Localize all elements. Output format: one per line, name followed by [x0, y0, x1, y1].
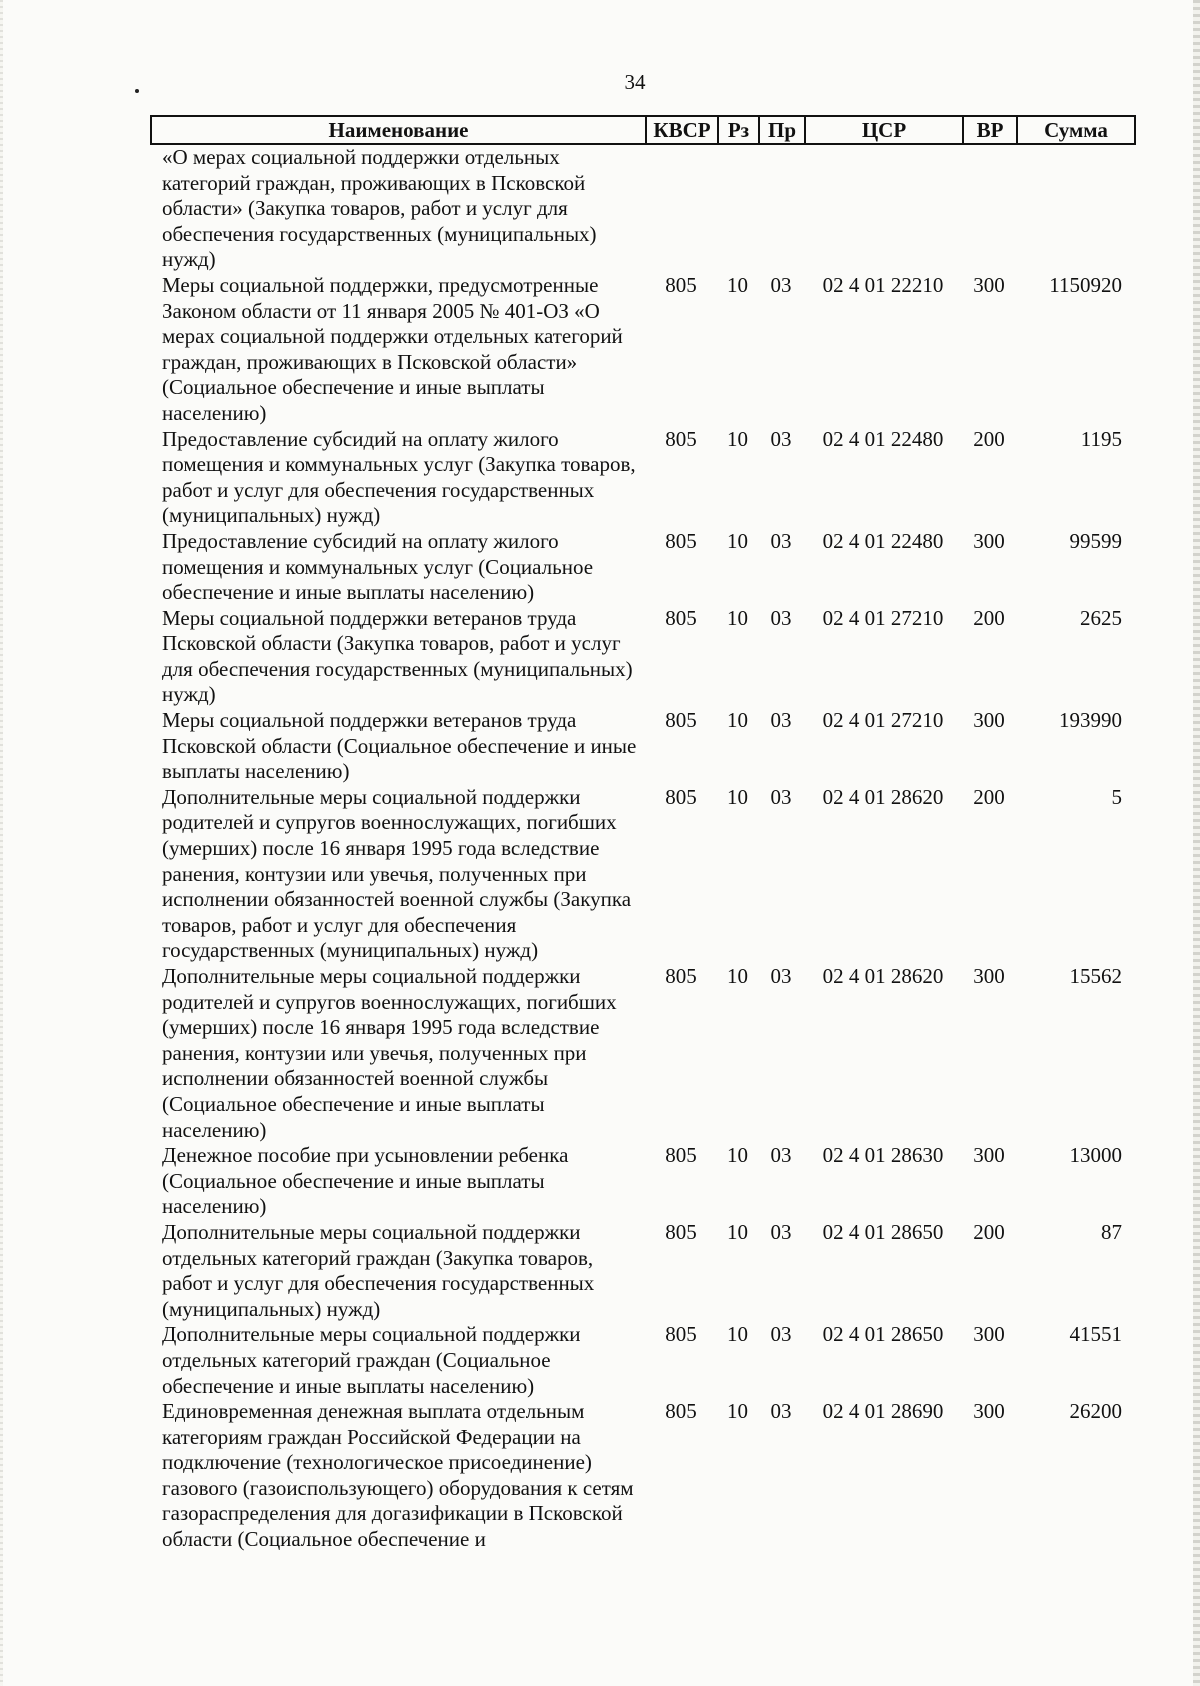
cell-csr: 02 4 01 28620	[822, 784, 944, 809]
table-row	[150, 273, 1134, 427]
cell-sum: 1195	[1080, 426, 1122, 451]
cell-sum: 87	[1101, 1219, 1122, 1244]
cell-pr: 03	[770, 528, 792, 553]
cell-sum: 5	[1111, 784, 1122, 809]
cell-name: Меры социальной поддержки ветеранов труда Псковской области (Социальное обеспечение и иные выплаты населению)	[162, 708, 637, 784]
cell-kvsr: 805	[665, 605, 697, 630]
cell-sum: 13000	[1069, 1143, 1122, 1168]
cell-name: Дополнительные меры социальной поддержки родителей и супругов военнослужащих, погибших (умерших) после 16 января 1995 года вследствие ранения, контузии или увечья, полученных при исполнении обязанностей военной службы (Закупка товаров, работ и услуг для обеспечения государственных (муниципальных) нужд)	[162, 784, 632, 963]
cell-csr: 02 4 01 22210	[822, 272, 944, 297]
cell-pr: 03	[770, 1322, 792, 1347]
cell-vr: 300	[973, 964, 1005, 988]
cell-kvsr: 805	[665, 1399, 697, 1424]
cell-csr: 02 4 01 22480	[822, 426, 944, 451]
cell-sum	[1016, 145, 1134, 273]
table-header	[150, 115, 1136, 145]
cell-rz: 10	[727, 708, 748, 733]
cell-sum: 193990	[1059, 708, 1122, 733]
cell-pr: 03	[770, 964, 792, 988]
cell-csr: 02 4 01 28690	[822, 1399, 944, 1424]
header-csr: ЦСР	[805, 116, 963, 144]
cell-rz: 10	[727, 528, 748, 553]
cell-sum: 2625	[1080, 605, 1122, 630]
cell-name: «О мерах социальной поддержки отдельных категорий граждан, проживающих в Псковской области» (Закупка товаров, работ и услуг для обеспечения государственных (муниципальных) нужд)	[162, 145, 597, 272]
cell-pr	[758, 145, 804, 273]
cell-kvsr: 805	[665, 426, 697, 451]
header-rz: Рз	[718, 116, 759, 144]
cell-rz	[717, 145, 758, 273]
cell-pr: 03	[770, 605, 792, 630]
header-name: Наименование	[151, 116, 646, 144]
cell-rz: 10	[727, 1399, 748, 1424]
cell-name: Денежное пособие при усыновлении ребенка (Социальное обеспечение и иные выплаты населению)	[162, 1143, 569, 1219]
cell-sum: 1150920	[1049, 272, 1122, 297]
cell-csr: 02 4 01 28650	[822, 1219, 944, 1244]
table-row	[150, 1322, 1134, 1399]
cell-rz: 10	[727, 1322, 748, 1347]
scan-edge-right	[1193, 0, 1200, 1686]
cell-pr: 03	[770, 272, 792, 297]
cell-pr: 03	[770, 784, 792, 809]
cell-kvsr: 805	[665, 1322, 697, 1347]
cell-vr	[962, 145, 1016, 273]
cell-kvsr: 805	[665, 528, 697, 553]
cell-csr: 02 4 01 28620	[822, 964, 944, 988]
cell-kvsr: 805	[665, 784, 697, 809]
table-row	[150, 785, 1134, 964]
cell-vr: 300	[973, 708, 1005, 733]
table-row	[150, 708, 1134, 785]
cell-name: Дополнительные меры социальной поддержки отдельных категорий граждан (Закупка товаров, работ и услуг для обеспечения государственных (муниципальных) нужд)	[162, 1219, 595, 1321]
cell-pr: 03	[770, 1143, 792, 1168]
cell-rz: 10	[727, 964, 748, 988]
cell-kvsr: 805	[665, 964, 697, 988]
table-row	[150, 145, 1134, 273]
table-row	[150, 427, 1134, 529]
cell-pr: 03	[770, 426, 792, 451]
cell-pr: 03	[770, 1399, 792, 1424]
cell-pr: 03	[770, 708, 792, 733]
cell-name: Предоставление субсидий на оплату жилого помещения и коммунальных услуг (Закупка товаров, работ и услуг для обеспечения государственных (муниципальных) нужд)	[162, 426, 636, 528]
cell-name: Единовременная денежная выплата отдельным категориям граждан Российской Федерации на подключение (технологическое присоединение) газового (газоиспользующего) оборудования к сетям газораспределения для догазификации в Псковской области (Социальное обеспечение и	[162, 1399, 634, 1552]
cell-sum: 99599	[1069, 528, 1122, 553]
cell-csr: 02 4 01 27210	[822, 605, 944, 630]
cell-rz: 10	[727, 272, 748, 297]
cell-csr: 02 4 01 22480	[822, 528, 944, 553]
cell-vr: 300	[973, 272, 1005, 297]
cell-kvsr: 805	[665, 272, 697, 297]
cell-kvsr	[645, 145, 717, 273]
table-row	[150, 529, 1134, 606]
cell-sum: 15562	[1069, 964, 1122, 988]
cell-kvsr: 805	[665, 1143, 697, 1168]
cell-csr: 02 4 01 27210	[822, 708, 944, 733]
cell-csr: 02 4 01 28630	[822, 1143, 944, 1168]
table-row	[150, 606, 1134, 708]
cell-vr: 200	[973, 426, 1005, 451]
cell-csr	[804, 145, 962, 273]
cell-vr: 300	[973, 1143, 1005, 1168]
scan-edge-left	[0, 0, 3, 1686]
cell-vr: 200	[973, 605, 1005, 630]
cell-name: Меры социальной поддержки ветеранов труда Псковской области (Закупка товаров, работ и услуг для обеспечения государственных (муниципальных) нужд)	[162, 605, 633, 707]
cell-csr: 02 4 01 28650	[822, 1322, 944, 1347]
cell-vr: 200	[973, 1219, 1005, 1244]
table-row	[150, 1399, 1134, 1553]
cell-name: Дополнительные меры социальной поддержки родителей и супругов военнослужащих, погибших (умерших) после 16 января 1995 года вследствие ранения, контузии или увечья, полученных при исполнении обязанностей военной службы (Социальное обеспечение и иные выплаты населению)	[162, 964, 617, 1142]
table-row	[150, 964, 1134, 1143]
cell-sum: 26200	[1069, 1399, 1122, 1424]
cell-pr: 03	[770, 1219, 792, 1244]
cell-vr: 200	[973, 784, 1005, 809]
page-number: 34	[624, 70, 646, 94]
header-pr: Пр	[759, 116, 805, 144]
cell-name: Меры социальной поддержки, предусмотренные Законом области от 11 января 2005 № 401-ОЗ «О мерах социальной поддержки отдельных категорий граждан, проживающих в Псковской области» (Социальное обеспечение и иные выплаты населению)	[162, 272, 623, 425]
cell-sum: 41551	[1069, 1322, 1122, 1347]
table-row	[150, 1220, 1134, 1322]
cell-rz: 10	[727, 1219, 748, 1244]
header-vr: ВР	[963, 116, 1017, 144]
header-sum: Сумма	[1017, 116, 1135, 144]
cell-vr: 300	[973, 528, 1005, 553]
table-body	[150, 145, 1134, 1553]
cell-rz: 10	[727, 605, 748, 630]
cell-kvsr: 805	[665, 708, 697, 733]
cell-vr: 300	[973, 1399, 1005, 1424]
cell-name: Предоставление субсидий на оплату жилого помещения и коммунальных услуг (Социальное обеспечение и иные выплаты населению)	[162, 528, 594, 605]
cell-rz: 10	[727, 1143, 748, 1168]
table-row	[150, 1143, 1134, 1220]
header-kvsr: КВСР	[646, 116, 718, 144]
cell-name: Дополнительные меры социальной поддержки отдельных категорий граждан (Социальное обеспечение и иные выплаты населению)	[162, 1322, 581, 1398]
cell-rz: 10	[727, 426, 748, 451]
cell-vr: 300	[973, 1322, 1005, 1347]
cell-kvsr: 805	[665, 1219, 697, 1244]
cell-rz: 10	[727, 784, 748, 809]
